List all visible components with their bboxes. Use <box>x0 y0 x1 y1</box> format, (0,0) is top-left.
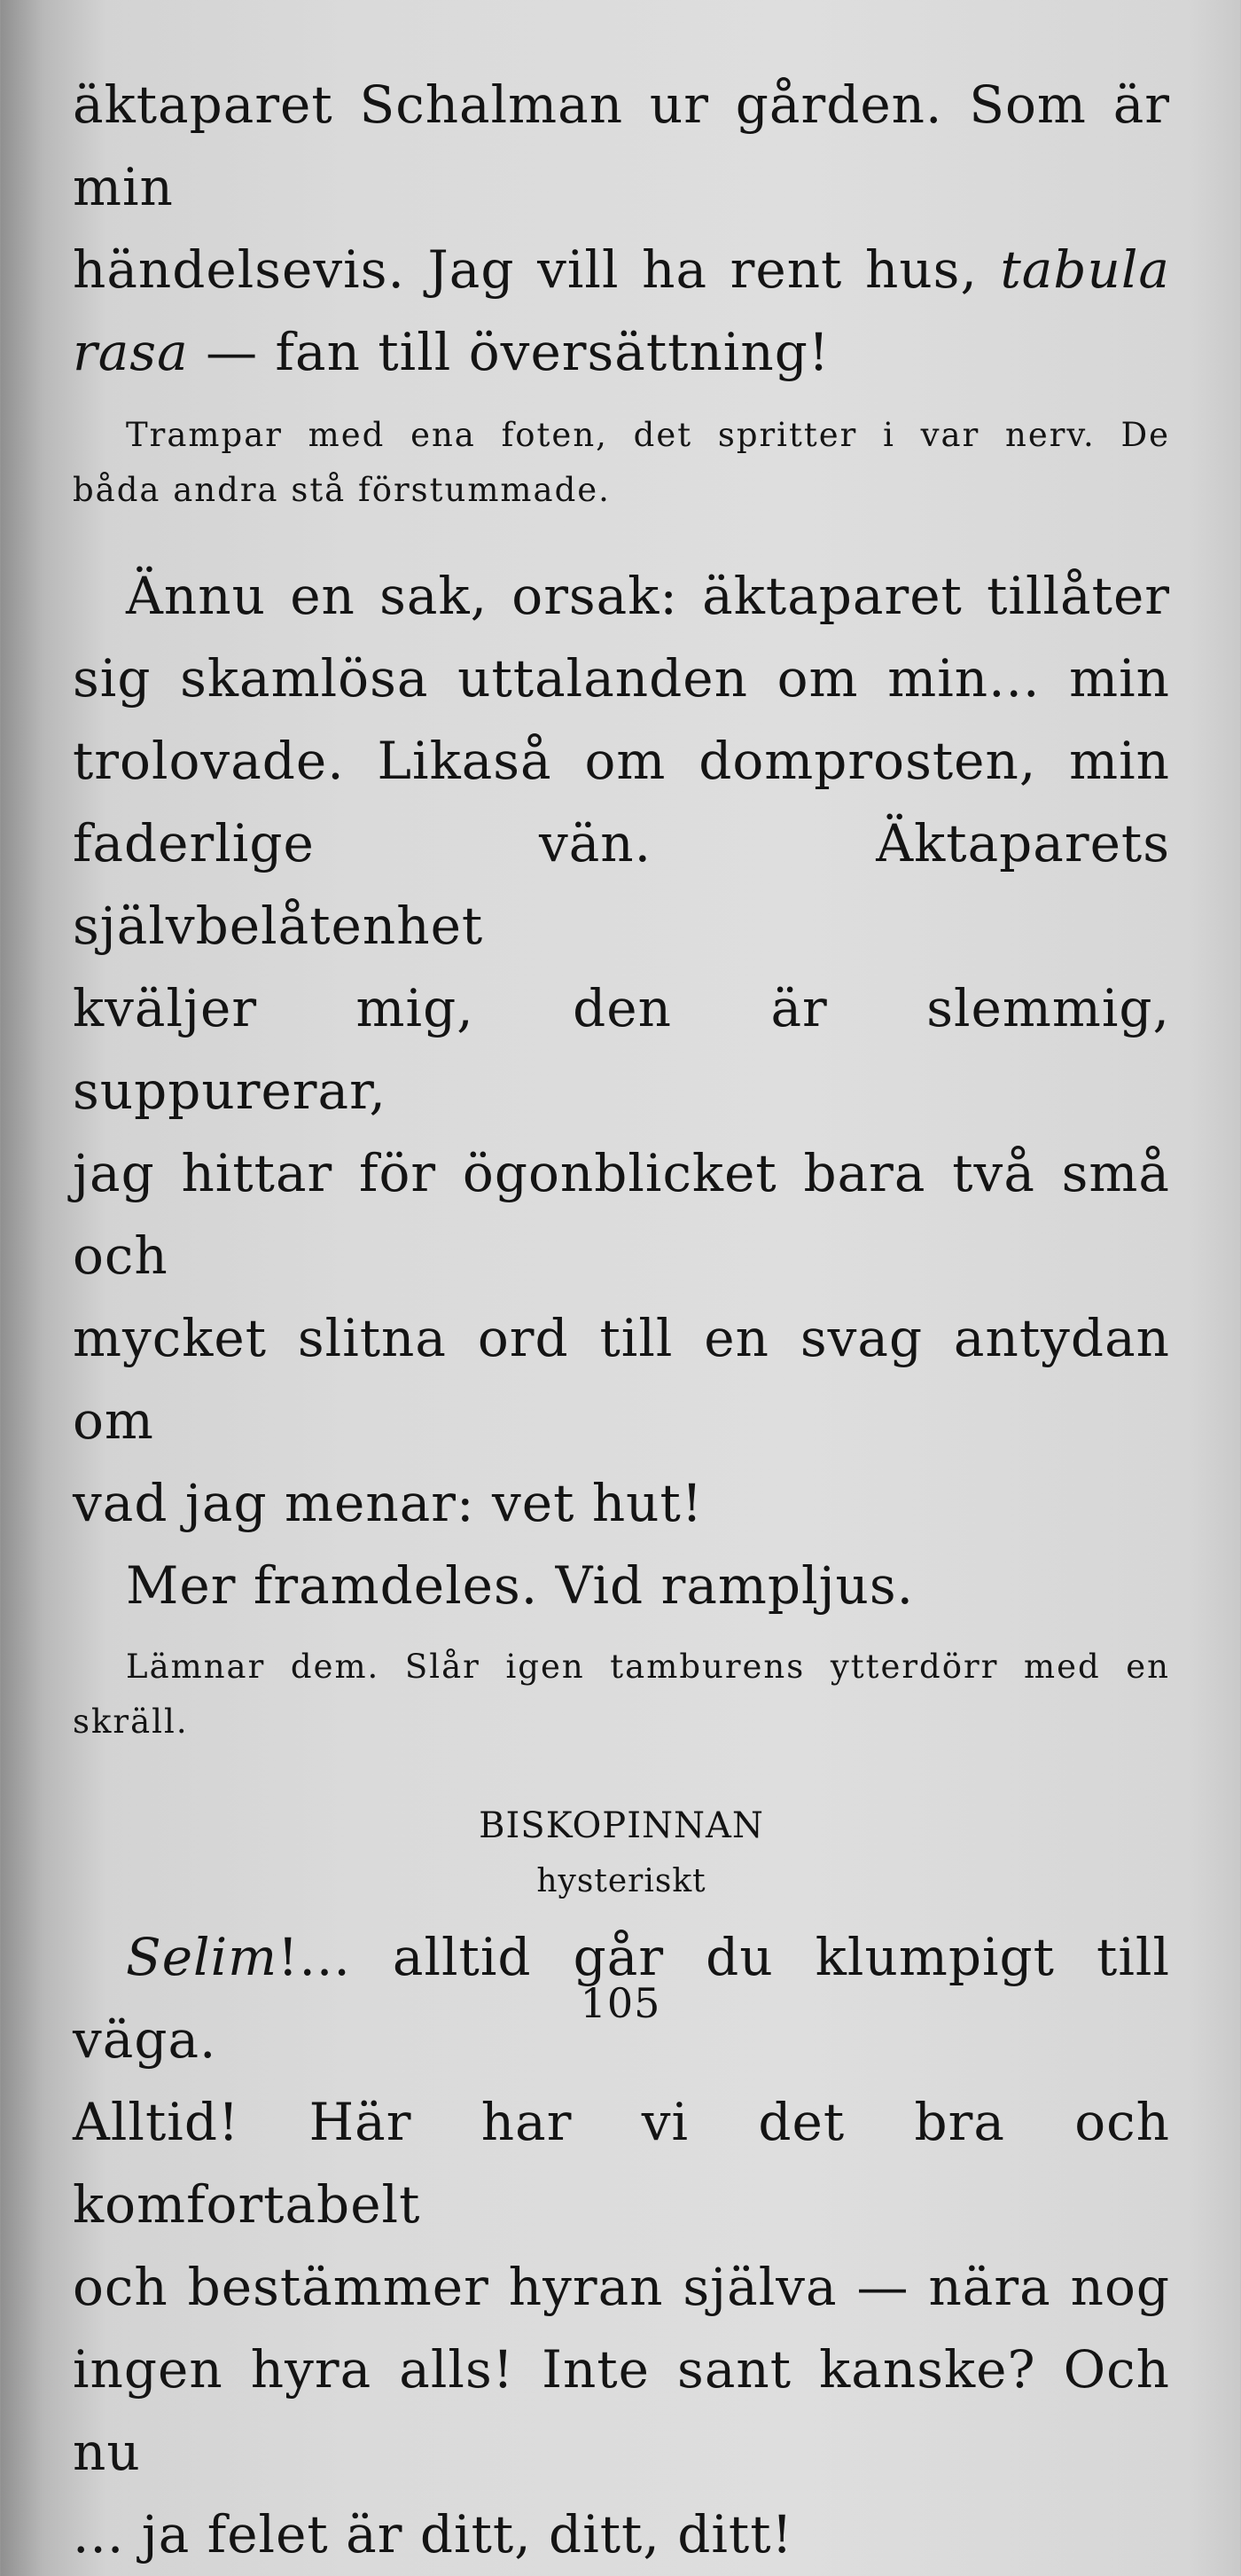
text-line: och bestämmer hyran själva — nära nog <box>73 2257 1170 2317</box>
text-line: ingen hyra alls! Inte sant kanske? Och nu <box>73 2339 1170 2482</box>
speaker-direction: hysteriskt <box>536 1863 706 1899</box>
paragraph <box>73 1545 1170 1627</box>
text-line: mycket slitna ord till en svag antydan om <box>73 1308 1170 1451</box>
paragraph <box>73 555 1170 1545</box>
text-line: sig skamlösa uttalanden om min... min <box>73 648 1170 709</box>
text-line: Ännu en sak, orsak: äktaparet tillåter <box>126 566 1170 626</box>
text-line: Mer framdeles. Vid rampljus. <box>126 1555 915 1616</box>
text-line: vad jag menar: vet hut! <box>73 1473 704 1533</box>
speaker-name: BISKOPINNAN <box>479 1805 764 1846</box>
italic-text: Selim <box>126 1927 278 1987</box>
text-fragment: !... alltid går du klumpigt till väga. <box>73 1927 1170 2070</box>
stage-direction <box>73 408 1170 518</box>
text-line <box>73 311 1170 394</box>
italic-text: rasa <box>73 322 189 382</box>
paragraph <box>73 64 1170 394</box>
stage-line: skräll. <box>73 1703 189 1741</box>
text-line: trolovade. Likaså om domprosten, min <box>73 731 1170 791</box>
text-fragment: händelsevis. Jag vill ha rent hus, <box>73 239 1001 300</box>
text-line: Alltid! Här har vi det bra och komfortabelt <box>73 2092 1170 2235</box>
text-line: faderlige vän. Äktaparets självbelåtenhet <box>73 813 1170 956</box>
stage-line: Lämnar dem. Slår igen tamburens ytterdörr med en <box>126 1648 1170 1686</box>
stage-line: båda andra stå förstummade. <box>73 471 611 509</box>
page-body <box>73 69 1170 2576</box>
text-fragment: — fan till översättning! <box>188 322 831 382</box>
page-number: 105 <box>580 1979 661 2027</box>
text-line: ... ja felet är ditt, ditt, ditt! <box>73 2504 793 2564</box>
text-line <box>73 229 1170 311</box>
text-line: jag hittar för ögonblicket bara två små och <box>73 1143 1170 1286</box>
text-line: äktaparet Schalman ur gården. Som är min <box>73 74 1170 217</box>
stage-line: Trampar med ena foten, det spritter i var nerv. De <box>126 416 1170 454</box>
stage-direction <box>73 1640 1170 1750</box>
italic-text: tabula <box>1000 239 1170 300</box>
text-line: kväljer mig, den är slemmig, suppurerar, <box>73 978 1170 1121</box>
